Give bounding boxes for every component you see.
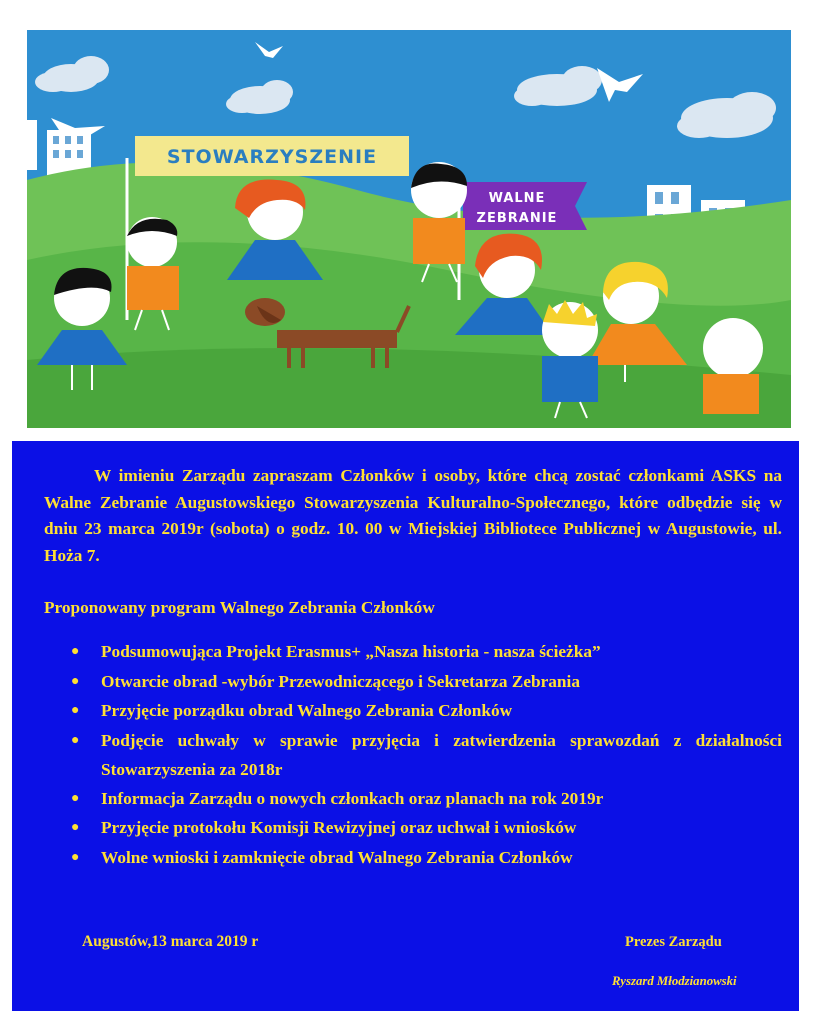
- bullet-icon: ●: [71, 732, 80, 748]
- sign-stowarzyszenie-text: STOWARZYSZENIE: [166, 146, 378, 168]
- program-item: ● Przyjęcie porządku obrad Walnego Zebrania Członków: [44, 696, 782, 726]
- program-item: ● Otwarcie obrad -wybór Przewodniczącego i Sekretarza Zebrania: [44, 667, 782, 697]
- program-item: ● Wolne wnioski i zamknięcie obrad Walnego Zebrania Członków: [44, 843, 782, 873]
- bullet-icon: ●: [71, 703, 80, 718]
- person-bald-right: [703, 318, 763, 414]
- program-item: ● Informacja Zarządu o nowych członkach oraz planach na rok 2019r: [44, 784, 782, 814]
- person-spiky-hair: [542, 300, 598, 418]
- invitation-intro: W imieniu Zarządu zapraszam Członków i osoby, które chcą zostać członkami ASKS na Walne Zebranie Augustowskiego Stowarzyszenia Kulturalno-Społecznego, które odbędzie się w dniu 23 marca 2019r (sobota) o godz. 10. 00 w Miejskiej Bibliotece Publicznej w Augustowie, ul. Hoża 7.: [44, 466, 782, 565]
- program-item: ● Podjęcie uchwały w sprawie przyjęcia i zatwierdzenia sprawozdań z działalności Stowarzyszenia za 2018r: [44, 726, 782, 784]
- bullet-icon: ●: [71, 790, 80, 806]
- bullet-icon: ●: [71, 644, 80, 659]
- person-center-black-hair: [411, 162, 467, 282]
- bullet-icon: ●: [71, 820, 80, 835]
- bullet-icon: ●: [71, 673, 80, 689]
- place-date: Augustów,13 marca 2019 r: [82, 933, 259, 950]
- program-item: ● Przyjęcie protokołu Komisji Rewizyjnej oraz uchwał i wniosków: [44, 813, 782, 843]
- program-item: ● Podsumowująca Projekt Erasmus+ „Nasza historia - nasza ścieżka”: [44, 637, 782, 667]
- header-illustration: [27, 30, 791, 428]
- invitation-panel: [12, 441, 799, 1011]
- cartoon-scene: [27, 30, 791, 428]
- signer-role: Prezes Zarządu: [625, 934, 722, 950]
- sign-walne-text: WALNE: [488, 191, 546, 206]
- program-heading: Proponowany program Walnego Zebrania Członków: [44, 598, 435, 617]
- program-list: [44, 637, 782, 872]
- sign-zebranie-text: ZEBRANIE: [476, 211, 558, 226]
- signer-name: Ryszard Młodzianowski: [612, 974, 737, 988]
- bullet-icon: ●: [71, 849, 80, 865]
